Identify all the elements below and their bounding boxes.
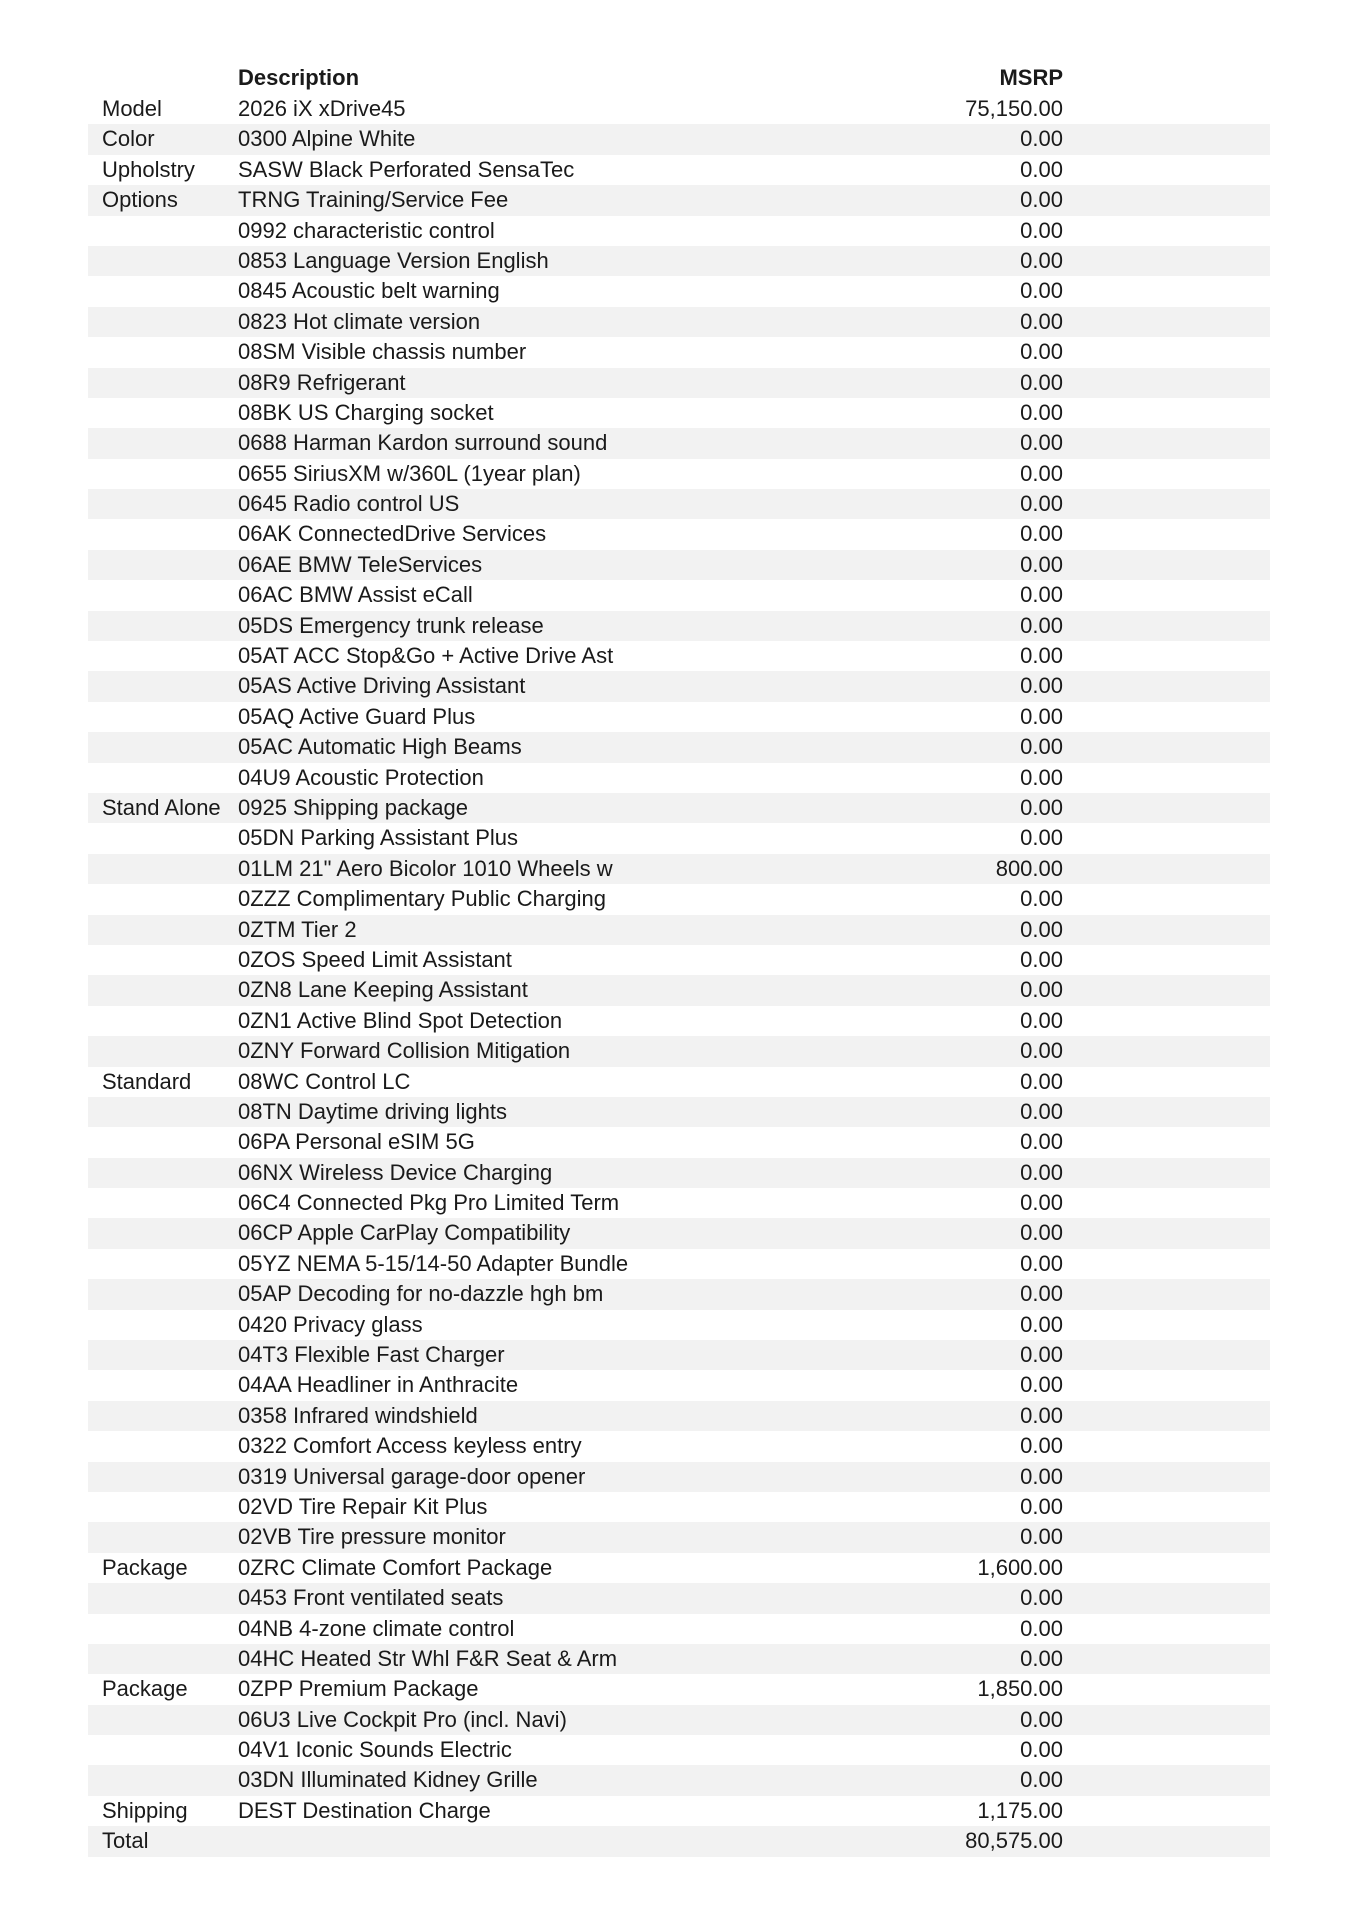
table-row [88, 1218, 1270, 1248]
table-row [88, 276, 1270, 306]
msrp-cell: 0.00 [1020, 1220, 1063, 1246]
description-cell: 0453 Front ventilated seats [238, 1585, 504, 1611]
table-row [88, 428, 1270, 458]
table-row [88, 155, 1270, 185]
msrp-cell: 75,150.00 [965, 96, 1063, 121]
description-cell: 0823 Hot climate version [238, 308, 481, 334]
table-row [88, 1796, 1270, 1826]
msrp-cell: 0.00 [1020, 1098, 1063, 1124]
description-cell: 0ZTM Tier 2 [238, 916, 357, 942]
msrp-cell: 0.00 [1020, 156, 1063, 182]
description-cell: 0688 Harman Kardon surround sound [238, 430, 608, 456]
description-cell: 0420 Privacy glass [238, 1311, 423, 1337]
msrp-cell: 800.00 [995, 855, 1063, 881]
msrp-cell: 0.00 [1020, 977, 1063, 1003]
msrp-cell: 0.00 [1020, 369, 1063, 395]
description-cell: 0925 Shipping package [238, 794, 468, 820]
table-row [88, 793, 1270, 823]
description-cell: 0ZPP Premium Package [238, 1676, 479, 1702]
msrp-cell: 0.00 [1020, 734, 1063, 760]
description-cell: 04AA Headliner in Anthracite [238, 1372, 519, 1398]
msrp-cell: 0.00 [1020, 1615, 1063, 1641]
msrp-cell: 0.00 [1020, 1402, 1063, 1428]
table-row [88, 1553, 1270, 1583]
category-cell: Total [102, 1828, 149, 1854]
table-header [88, 62, 1270, 94]
description-cell: 0358 Infrared windshield [238, 1402, 478, 1428]
table-row [88, 823, 1270, 853]
msrp-cell: 0.00 [1020, 582, 1063, 608]
total-row [88, 1826, 1270, 1856]
description-cell: 06CP Apple CarPlay Compatibility [238, 1220, 571, 1246]
table-row [88, 246, 1270, 276]
description-cell: 0ZRC Climate Comfort Package [238, 1554, 553, 1580]
table-row [88, 1006, 1270, 1036]
category-cell: Model [102, 96, 162, 121]
msrp-cell: 0.00 [1020, 491, 1063, 517]
description-cell: 05AT ACC Stop&Go + Active Drive Ast [238, 643, 614, 669]
msrp-cell: 0.00 [1020, 1190, 1063, 1216]
description-cell: 05AQ Active Guard Plus [238, 703, 476, 729]
msrp-cell: 0.00 [1020, 1281, 1063, 1307]
description-cell: 05YZ NEMA 5-15/14-50 Adapter Bundle [238, 1250, 629, 1276]
table-row [88, 884, 1270, 914]
description-cell: 0853 Language Version English [238, 247, 549, 273]
msrp-cell: 0.00 [1020, 460, 1063, 486]
msrp-cell: 0.00 [1020, 764, 1063, 790]
line-items [88, 94, 1270, 1857]
msrp-cell: 80,575.00 [965, 1828, 1063, 1854]
table-row [88, 1067, 1270, 1097]
table-row [88, 1127, 1270, 1157]
msrp-cell: 0.00 [1020, 521, 1063, 547]
table-row [88, 1583, 1270, 1613]
table-row [88, 1158, 1270, 1188]
description-cell: 04NB 4-zone climate control [238, 1615, 515, 1641]
description-cell: DEST Destination Charge [238, 1797, 491, 1823]
msrp-cell: 0.00 [1020, 703, 1063, 729]
msrp-cell: 0.00 [1020, 551, 1063, 577]
table-row [88, 1097, 1270, 1127]
msrp-cell: 0.00 [1020, 794, 1063, 820]
msrp-cell: 0.00 [1020, 643, 1063, 669]
table-row [88, 580, 1270, 610]
table-row [88, 702, 1270, 732]
msrp-cell: 0.00 [1020, 278, 1063, 304]
description-cell: 04T3 Flexible Fast Charger [238, 1342, 505, 1368]
table-row [88, 975, 1270, 1005]
msrp-cell: 0.00 [1020, 1129, 1063, 1155]
description-cell: 0319 Universal garage-door opener [238, 1463, 586, 1489]
table-row [88, 1492, 1270, 1522]
table-row [88, 1340, 1270, 1370]
table-row [88, 1036, 1270, 1066]
msrp-cell: 0.00 [1020, 612, 1063, 638]
msrp-cell: 0.00 [1020, 1250, 1063, 1276]
description-cell: 0ZNY Forward Collision Mitigation [238, 1038, 571, 1064]
category-cell: Color [102, 126, 155, 152]
description-cell: 0300 Alpine White [238, 126, 416, 152]
description-cell: 04V1 Iconic Sounds Electric [238, 1737, 512, 1763]
msrp-cell: 0.00 [1020, 430, 1063, 456]
table-row [88, 1188, 1270, 1218]
msrp-cell: 1,600.00 [977, 1554, 1063, 1580]
msrp-cell: 0.00 [1020, 1463, 1063, 1489]
table-row [88, 1765, 1270, 1795]
description-cell: 02VB Tire pressure monitor [238, 1524, 506, 1550]
table-row [88, 489, 1270, 519]
msrp-cell: 0.00 [1020, 308, 1063, 334]
table-row [88, 1462, 1270, 1492]
msrp-cell: 0.00 [1020, 825, 1063, 851]
table-row [88, 1674, 1270, 1704]
table-row [88, 1401, 1270, 1431]
table-row [88, 1522, 1270, 1552]
msrp-cell: 0.00 [1020, 946, 1063, 972]
category-cell: Upholstry [102, 156, 195, 182]
msrp-cell: 0.00 [1020, 1372, 1063, 1398]
table-row [88, 854, 1270, 884]
description-cell: 0322 Comfort Access keyless entry [238, 1433, 582, 1459]
description-cell: 08WC Control LC [238, 1068, 411, 1094]
msrp-cell: 0.00 [1020, 1493, 1063, 1519]
table-row [88, 1310, 1270, 1340]
msrp-cell: 0.00 [1020, 886, 1063, 912]
msrp-cell: 0.00 [1020, 1159, 1063, 1185]
table-row [88, 1614, 1270, 1644]
description-cell: 01LM 21" Aero Bicolor 1010 Wheels w [238, 855, 613, 881]
description-cell: 0992 characteristic control [238, 217, 495, 243]
price-sheet [88, 62, 1270, 1857]
msrp-cell: 0.00 [1020, 673, 1063, 699]
description-cell: 05AS Active Driving Assistant [238, 673, 526, 699]
description-cell: 08BK US Charging socket [238, 399, 494, 425]
description-cell: 04HC Heated Str Whl F&R Seat & Arm [238, 1645, 618, 1671]
msrp-column-header: MSRP [999, 65, 1063, 90]
table-row [88, 611, 1270, 641]
description-cell: 05AP Decoding for no-dazzle hgh bm [238, 1281, 604, 1307]
table-row [88, 1431, 1270, 1461]
msrp-cell: 0.00 [1020, 1706, 1063, 1732]
table-row [88, 1279, 1270, 1309]
description-cell: 06AE BMW TeleServices [238, 551, 483, 577]
msrp-cell: 0.00 [1020, 1585, 1063, 1611]
table-row [88, 732, 1270, 762]
description-cell: 03DN Illuminated Kidney Grille [238, 1767, 538, 1793]
msrp-cell: 0.00 [1020, 187, 1063, 213]
msrp-cell: 0.00 [1020, 126, 1063, 152]
msrp-cell: 0.00 [1020, 1038, 1063, 1064]
table-row [88, 1249, 1270, 1279]
table-row [88, 1705, 1270, 1735]
table-row [88, 1735, 1270, 1765]
description-cell: 05DN Parking Assistant Plus [238, 825, 519, 851]
description-cell: TRNG Training/Service Fee [238, 187, 509, 213]
table-row [88, 671, 1270, 701]
table-row [88, 124, 1270, 154]
category-cell: Options [102, 187, 178, 213]
description-cell: 0ZZZ Complimentary Public Charging [238, 886, 607, 912]
msrp-cell: 1,175.00 [977, 1797, 1063, 1823]
description-cell: 06AC BMW Assist eCall [238, 582, 473, 608]
description-cell: 06NX Wireless Device Charging [238, 1159, 553, 1185]
description-cell: 2026 iX xDrive45 [238, 96, 406, 121]
msrp-cell: 0.00 [1020, 1767, 1063, 1793]
msrp-cell: 0.00 [1020, 1342, 1063, 1368]
msrp-cell: 0.00 [1020, 217, 1063, 243]
table-row [88, 945, 1270, 975]
description-cell: 06C4 Connected Pkg Pro Limited Term [238, 1190, 620, 1216]
table-row [88, 398, 1270, 428]
table-row [88, 459, 1270, 489]
msrp-cell: 0.00 [1020, 1433, 1063, 1459]
table-row [88, 915, 1270, 945]
msrp-cell: 0.00 [1020, 1007, 1063, 1033]
table-row [88, 1644, 1270, 1674]
description-cell: 06AK ConnectedDrive Services [238, 521, 547, 547]
table-row [88, 641, 1270, 671]
description-column-header: Description [238, 65, 360, 90]
description-cell: 0645 Radio control US [238, 491, 460, 517]
msrp-cell: 0.00 [1020, 1311, 1063, 1337]
description-cell: 06PA Personal eSIM 5G [238, 1129, 475, 1155]
description-cell: 0ZN1 Active Blind Spot Detection [238, 1007, 563, 1033]
description-cell: 0655 SiriusXM w/360L (1year plan) [238, 460, 581, 486]
msrp-cell: 0.00 [1020, 1645, 1063, 1671]
table-row [88, 94, 1270, 124]
msrp-cell: 0.00 [1020, 339, 1063, 365]
table-row [88, 368, 1270, 398]
description-cell: 02VD Tire Repair Kit Plus [238, 1493, 488, 1519]
msrp-cell: 0.00 [1020, 1068, 1063, 1094]
table-row [88, 763, 1270, 793]
msrp-cell: 0.00 [1020, 1737, 1063, 1763]
table-row [88, 337, 1270, 367]
category-cell: Stand Alone [102, 794, 221, 820]
description-cell: 0ZOS Speed Limit Assistant [238, 946, 512, 972]
msrp-cell: 0.00 [1020, 1524, 1063, 1550]
description-cell: SASW Black Perforated SensaTec [238, 156, 575, 182]
table-row [88, 519, 1270, 549]
category-cell: Package [102, 1676, 188, 1702]
table-row [88, 1370, 1270, 1400]
category-cell: Package [102, 1554, 188, 1580]
category-cell: Standard [102, 1068, 192, 1094]
table-row [88, 550, 1270, 580]
description-cell: 08SM Visible chassis number [238, 339, 527, 365]
description-cell: 08R9 Refrigerant [238, 369, 406, 395]
description-cell: 06U3 Live Cockpit Pro (incl. Navi) [238, 1706, 567, 1732]
msrp-cell: 0.00 [1020, 916, 1063, 942]
description-cell: 05DS Emergency trunk release [238, 612, 544, 638]
msrp-cell: 1,850.00 [977, 1676, 1063, 1702]
table-row [88, 185, 1270, 215]
table-row [88, 307, 1270, 337]
msrp-cell: 0.00 [1020, 247, 1063, 273]
category-cell: Shipping [102, 1797, 188, 1823]
msrp-cell: 0.00 [1020, 399, 1063, 425]
description-cell: 05AC Automatic High Beams [238, 734, 522, 760]
description-cell: 04U9 Acoustic Protection [238, 764, 484, 790]
description-cell: 0845 Acoustic belt warning [238, 278, 500, 304]
table-row [88, 216, 1270, 246]
description-cell: 0ZN8 Lane Keeping Assistant [238, 977, 528, 1003]
description-cell: 08TN Daytime driving lights [238, 1098, 507, 1124]
